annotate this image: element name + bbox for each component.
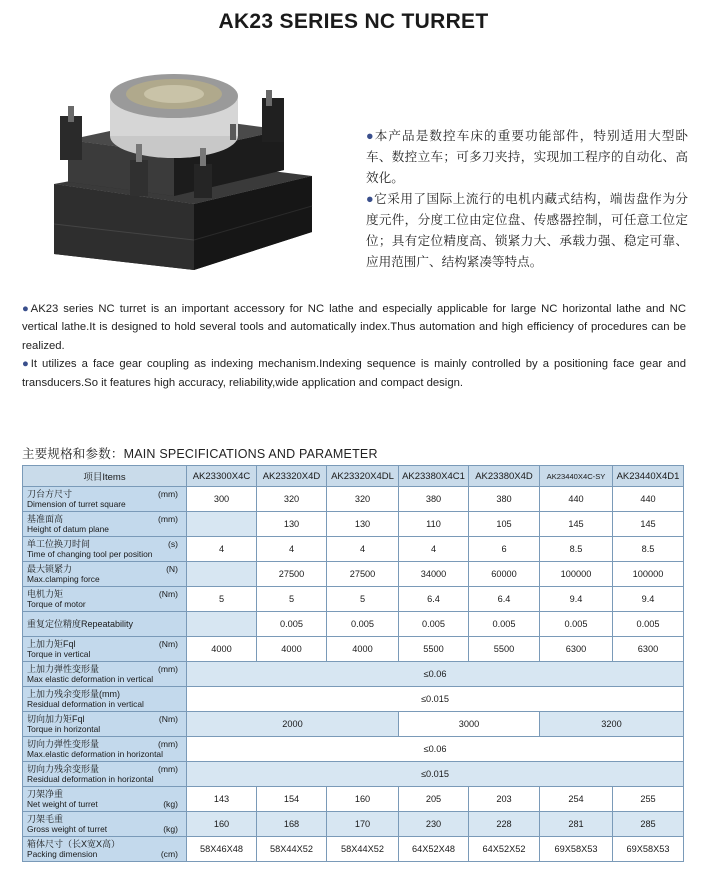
table-cell: 4 [257,537,327,562]
row-label: 刀架毛重 Gross weight of turret (kg) [23,812,187,837]
cn-paragraph-1: 本产品是数控车床的重要功能部件，特别适用大型卧车、数控立车；可多刀夹持，实现加工程序的自动化、高效化。 [366,129,689,185]
table-cell-merged: ≤0.06 [187,662,684,687]
table-cell: 100000 [540,562,613,587]
table-row-gross-weight [23,812,684,837]
table-cell: 0.005 [613,612,684,637]
en-paragraph-2: It utilizes a face gear coupling as indexing mechanism.Indexing sequence is mainly controlled by a positioning face gear and transducers.So it features high accuracy, reliability,wide application and compact design. [22,358,686,389]
table-cell: 4000 [327,637,399,662]
table-cell: 300 [187,487,257,512]
table-cell: 255 [613,787,684,812]
table-cell: 69X58X53 [613,837,684,862]
table-row-dimension [23,487,684,512]
row-label: 切向力弹性变形量 Max.elastic deformation in horizontal (mm) [23,737,187,762]
table-cell: 203 [469,787,540,812]
table-cell: 6300 [613,637,684,662]
row-label: 箱体尺寸（长X宽X高） Packing dimension (cm) [23,837,187,862]
table-row-elastic-vertical [23,662,684,687]
table-cell: 105 [469,512,540,537]
table-cell: 0.005 [257,612,327,637]
table-cell: 0.005 [327,612,399,637]
table-cell: 168 [257,812,327,837]
model-header: AK23320X4D [257,466,327,487]
table-cell: 143 [187,787,257,812]
english-description [22,300,686,392]
table-cell: 5 [257,587,327,612]
model-header: AK23440X4D1 [613,466,684,487]
table-header-row [23,466,684,487]
table-cell: 8.5 [540,537,613,562]
header-items: 项目Items [23,466,187,487]
model-header: AK23320X4DL [327,466,399,487]
table-cell: 9.4 [540,587,613,612]
table-cell: 27500 [327,562,399,587]
table-cell: 4 [399,537,469,562]
en-paragraph-1: AK23 series NC turret is an important accessory for NC lathe and especially applicable for large NC horizontal lathe and NC vertical lathe.It is designed to hold several tools and automatically index.Thus automation and high efficiency of procedures can be realized. [22,303,686,352]
table-cell: 130 [327,512,399,537]
table-cell: 64X52X52 [469,837,540,862]
table-cell: 6.4 [469,587,540,612]
table-cell: 160 [187,812,257,837]
row-label: 刀架净重 Net weight of turret (kg) [23,787,187,812]
table-row-packing [23,837,684,862]
bullet-icon: ● [366,192,375,206]
row-label: 上加力矩Fql Torque in vertical (Nm) [23,637,187,662]
table-cell: 100000 [613,562,684,587]
table-cell-merged: 2000 [187,712,399,737]
table-cell-merged: 3200 [540,712,684,737]
table-cell-merged: 3000 [399,712,540,737]
table-cell: 5500 [469,637,540,662]
table-cell: 320 [327,487,399,512]
row-label: 切向加力矩Fql Torque in horizontal (Nm) [23,712,187,737]
table-cell: 58X44X52 [327,837,399,862]
table-cell: 6 [469,537,540,562]
model-header: AK23380X4D [469,466,540,487]
table-cell: 60000 [469,562,540,587]
table-cell: 0.005 [399,612,469,637]
table-row-datum [23,512,684,537]
row-label: 最大锁紧力 Max.clamping force (N) [23,562,187,587]
spec-heading: 主要规格和参数：MAIN SPECIFICATIONS AND PARAMETER [22,447,378,461]
table-row-residual-vertical [23,687,684,712]
row-label: 上加力弹性变形量 Max elastic deformation in vertical (mm) [23,662,187,687]
chinese-description [366,126,688,273]
table-cell: 110 [399,512,469,537]
table-row-torque-horizontal [23,712,684,737]
table-cell: 154 [257,787,327,812]
cn-paragraph-2: 它采用了国际上流行的电机内藏式结构，端齿盘作为分度元件，分度工位由定位盘、传感器控制，可任意工位定位；具有定位精度高、锁紧力大、承载力强、稳定可靠、应用范围广、结构紧凑等特点。 [366,192,689,269]
table-cell: 0.005 [469,612,540,637]
row-label: 单工位换刀时间 Time of changing tool per position (s) [23,537,187,562]
table-row-repeatability [23,612,684,637]
table-cell-empty [187,612,257,637]
table-cell: 285 [613,812,684,837]
table-row-motor [23,587,684,612]
table-cell: 130 [257,512,327,537]
table-cell: 170 [327,812,399,837]
table-row-time [23,537,684,562]
table-row-torque-vertical [23,637,684,662]
table-cell-merged: ≤0.015 [187,762,684,787]
table-cell: 440 [540,487,613,512]
row-label: 电机力矩 Torque of motor (Nm) [23,587,187,612]
table-cell: 0.005 [540,612,613,637]
table-cell: 205 [399,787,469,812]
model-header: AK23300X4C [187,466,257,487]
table-cell: 64X52X48 [399,837,469,862]
bullet-icon: ● [366,129,375,143]
spec-table [22,465,684,862]
table-cell: 58X46X48 [187,837,257,862]
table-cell-empty [187,562,257,587]
table-cell: 254 [540,787,613,812]
table-cell: 8.5 [613,537,684,562]
row-label: 重复定位精度Repeatability [23,612,187,637]
table-cell: 4000 [187,637,257,662]
table-cell: 4 [327,537,399,562]
table-cell: 228 [469,812,540,837]
table-cell: 34000 [399,562,469,587]
table-cell: 5 [187,587,257,612]
table-cell: 6300 [540,637,613,662]
table-cell-empty [187,512,257,537]
table-row-net-weight [23,787,684,812]
table-cell: 145 [613,512,684,537]
page-title: AK23 SERIES NC TURRET [218,10,489,33]
table-cell: 9.4 [613,587,684,612]
table-cell-merged: ≤0.06 [187,737,684,762]
row-label: 刀台方尺寸 Dimension of turret square (mm) [23,487,187,512]
table-cell: 160 [327,787,399,812]
table-cell: 5500 [399,637,469,662]
table-cell: 281 [540,812,613,837]
table-cell: 440 [613,487,684,512]
table-cell: 230 [399,812,469,837]
bullet-icon: ● [22,303,31,315]
bullet-icon: ● [22,358,31,371]
table-cell: 380 [469,487,540,512]
table-cell: 145 [540,512,613,537]
table-cell-merged: ≤0.015 [187,687,684,712]
table-cell: 5 [327,587,399,612]
table-cell: 4 [187,537,257,562]
table-row-clamping [23,562,684,587]
table-cell: 4000 [257,637,327,662]
turret-photo [44,64,316,274]
row-label: 基准面高 Height of datum plane (mm) [23,512,187,537]
table-cell: 58X44X52 [257,837,327,862]
table-row-residual-horizontal [23,762,684,787]
row-label: 上加力残余变形量(mm) Residual deformation in vertical [23,687,187,712]
table-row-elastic-horizontal [23,737,684,762]
table-cell: 69X58X53 [540,837,613,862]
model-header: AK23380X4C1 [399,466,469,487]
model-header: AK23440X4C-SY [540,466,613,487]
table-cell: 6.4 [399,587,469,612]
table-cell: 380 [399,487,469,512]
table-cell: 320 [257,487,327,512]
table-cell: 27500 [257,562,327,587]
row-label: 切向力残余变形量 Residual deformation in horizontal (mm) [23,762,187,787]
